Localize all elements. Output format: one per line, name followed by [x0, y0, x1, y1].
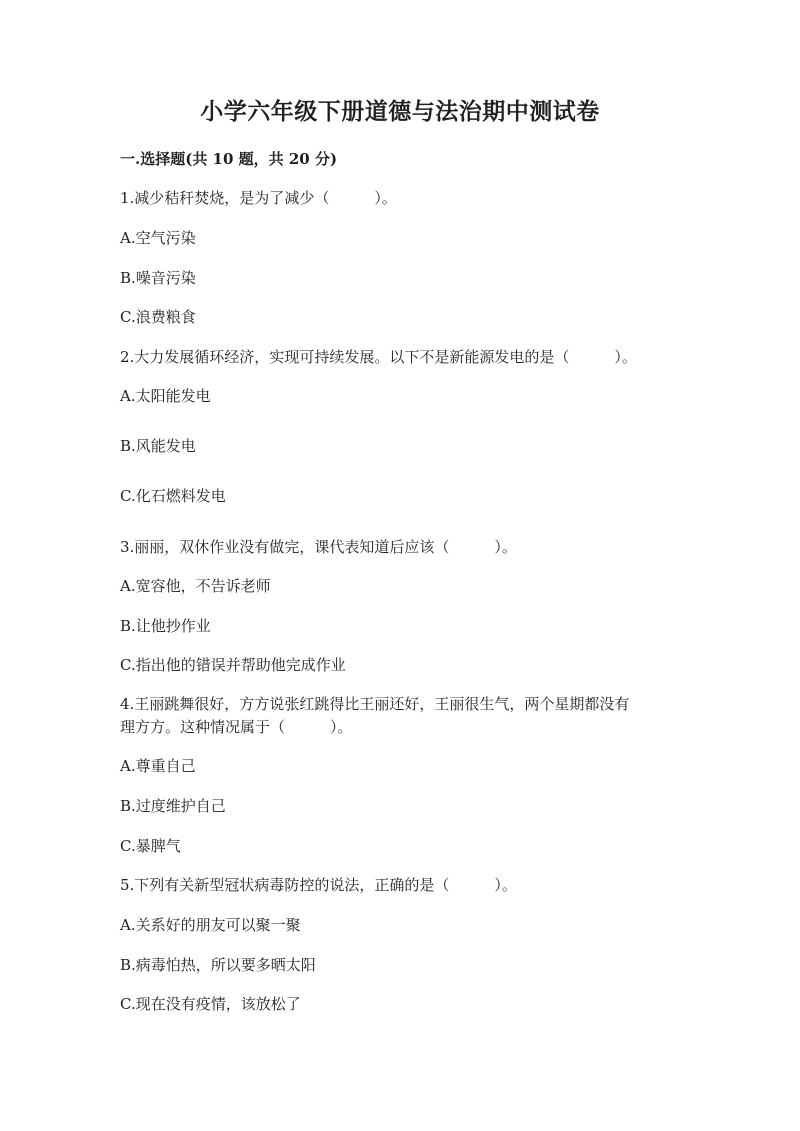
question-5-option-c: C.现在没有疫情，该放松了	[120, 995, 301, 1013]
page-title: 小学六年级下册道德与法治期中测试卷	[200, 98, 600, 125]
question-4-option-b: B.过度维护自己	[120, 797, 226, 815]
question-2-option-a: A.太阳能发电	[120, 387, 211, 405]
question-3-option-c: C.指出他的错误并帮助他完成作业	[120, 656, 346, 674]
question-4-stem-line-1: 4.王丽跳舞很好，方方说张红跳得比王丽还好，王丽很生气，两个星期都没有	[120, 695, 630, 713]
question-3-stem: 3.丽丽，双休作业没有做完，课代表知道后应该（ ）。	[120, 538, 517, 556]
question-4-option-a: A.尊重自己	[120, 757, 196, 775]
question-2-stem: 2.大力发展循环经济，实现可持续发展。以下不是新能源发电的是（ ）。	[120, 348, 637, 366]
section-heading: 一.选择题(共 10 题，共 20 分)	[120, 150, 338, 168]
question-5-stem: 5.下列有关新型冠状病毒防控的说法，正确的是（ ）。	[120, 876, 517, 894]
question-2-option-b: B.风能发电	[120, 437, 196, 455]
question-2-option-c: C.化石燃料发电	[120, 487, 226, 505]
question-5-option-a: A.关系好的朋友可以聚一聚	[120, 916, 301, 934]
question-1-option-c: C.浪费粮食	[120, 308, 196, 326]
question-5-option-b: B.病毒怕热，所以要多晒太阳	[120, 956, 316, 974]
question-1-option-b: B.噪音污染	[120, 269, 196, 287]
question-3-option-a: A.宽容他，不告诉老师	[120, 577, 271, 595]
question-3-option-b: B.让他抄作业	[120, 617, 211, 635]
question-4-stem-line-2: 理方方。这种情况属于（ ）。	[120, 718, 353, 736]
question-1-option-a: A.空气污染	[120, 229, 196, 247]
question-4-option-c: C.暴脾气	[120, 837, 181, 855]
question-1-stem: 1.减少秸秆焚烧，是为了减少（ ）。	[120, 189, 397, 207]
